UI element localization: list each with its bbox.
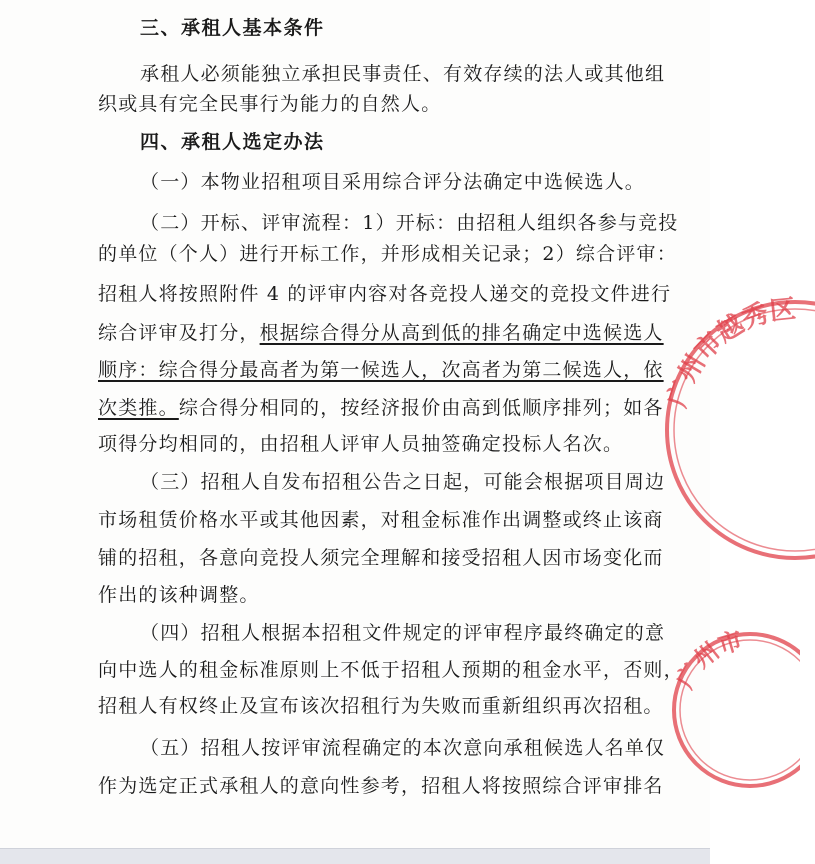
text-line: 项得分均相同的，由招租人评审人员抽签确定投标人名次。 [98,433,624,455]
red-seal-stamp [655,270,815,590]
text-line: （二）开标、评审流程：1）开标：由招租人组织各参与竞投 [140,212,679,234]
text-line: 招租人将按照附件 4 的评审内容对各竞投人递交的竞投文件进行 [98,283,672,305]
svg-text:广州市越秀区 [662,294,797,411]
text-line: （四）招租人根据本招租文件规定的评审程序最终确定的意 [140,622,666,644]
text-plain: 综合评审及打分， [98,322,260,344]
text-line: （五）招租人按评审流程确定的本次意向承租候选人名单仅 [140,737,666,759]
stamp-text: 广州市越秀区 [662,294,798,411]
viewer-bottom-bar [0,848,710,864]
text-line: 作为选定正式承租人的意向性参考，招租人将按照综合评审排名 [98,775,664,797]
text-line [98,321,664,345]
text-line [98,396,664,420]
text-underlined: 次类推。 [98,397,179,419]
text-line: （三）招租人自发布招租公告之日起，可能会根据项目周边 [140,471,666,493]
text-line: 铺的招租，各意向竞投人须完全理解和接受招租人因市场变化而 [98,547,664,569]
section-heading-4: 四、承租人选定办法 [140,131,325,153]
text-underlined: 顺序：综合得分最高者为第一候选人，次高者为第二候选人，依 [98,359,664,381]
stamp-text: 广州市 [670,626,746,694]
text-line: 招租人有权终止及宣布该次招租行为失败而重新组织再次招租。 [98,695,664,717]
text-underlined: 根据综合得分从高到低的排名确定中选候选人 [259,322,664,344]
section-heading-3: 三、承租人基本条件 [140,17,325,39]
text-line [98,358,664,382]
text-line: 承租人必须能独立承担民事责任、有效存续的法人或其他组 [140,63,666,85]
red-seal-stamp [660,615,800,795]
text-plain: 综合得分相同的，按经济报价由高到低顺序排列；如各 [178,397,664,419]
text-line: 的单位（个人）进行开标工作，并形成相关记录；2）综合评审： [98,243,677,265]
text-line: 织或具有完全民事行为能力的自然人。 [98,93,442,115]
text-line: 市场租赁价格水平或其他因素，对租金标准作出调整或终止该商 [98,509,664,531]
text-line: （一）本物业招租项目采用综合评分法确定中选候选人。 [140,171,646,193]
text-line: 向中选人的租金标准原则上不低于招租人预期的租金水平，否则， [98,659,684,681]
text-line: 作出的该种调整。 [98,584,260,606]
